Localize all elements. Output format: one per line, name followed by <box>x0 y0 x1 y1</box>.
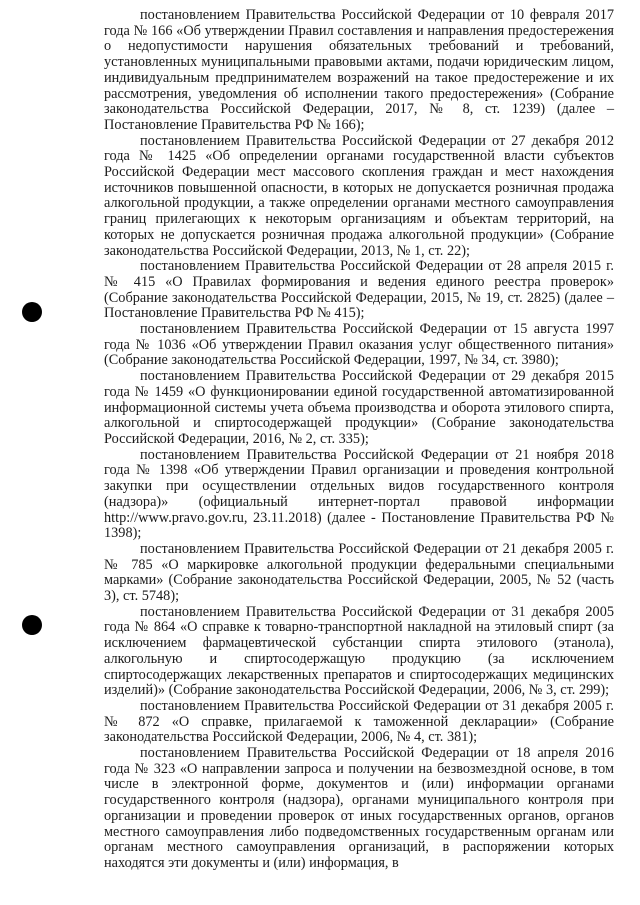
paragraph-decree-323: постановлением Правительства Российской Федерации от 18 апреля 2016 года № 323 «О направлении запроса и получении на безвозмездной основе, в том числе в электронной форме, документов и (или) информации органами государственного контроля (надзора), органами муниципального контроля при организации и проведении проверок от иных государственных органов, органов местного самоуправления либо подведомственных государственным органам или органам местного самоуправления организаций, в распоряжении которых находятся эти документы и (или) информация, в <box>104 745 614 871</box>
paragraph-decree-864: постановлением Правительства Российской Федерации от 31 декабря 2005 года № 864 «О справке к товарно-транспортной накладной на этиловый спирт (за исключением фармацевтической субстанции спирта этилового (этанола), алкогольную и спиртосодержащую продукцию (за исключением спиртосодержащих лекарственных препаратов и спиртосодержащих медицинских изделий)» (Собрание законодательства Российской Федерации, 2006, № 3, ст. 299); <box>104 603 614 699</box>
punch-hole-mark <box>22 615 42 635</box>
paragraph-decree-166: постановлением Правительства Российской Федерации от 10 февраля 2017 года № 166 «Об утверждении Правил составления и направления предостережения о недопустимости нарушения обязательных требований и требований, установленных муниципальными правовыми актами, подачи юридическим лицом, индивидуальным предпринимателем возражений на такое предостережение и их рассмотрения, уведомления об исполнении такого предостережения» (Собрание законодательства Российской Федерации, 2017, № 8, ст. 1239) (далее – Постановление Правительства РФ № 166); <box>104 7 614 133</box>
punch-hole-mark <box>22 302 42 322</box>
paragraph-decree-872: постановлением Правительства Российской Федерации от 31 декабря 2005 г. № 872 «О справке, прилагаемой к таможенной декларации» (Собрание законодательства Российской Федерации, 2006, № 4, ст. 381); <box>104 697 614 746</box>
paragraph-decree-1036: постановлением Правительства Российской Федерации от 15 августа 1997 года № 1036 «Об утверждении Правил оказания услуг общественного питания» (Собрание законодательства Российской Федерации, 1997, № 34, ст. 3980); <box>104 321 614 369</box>
paragraph-decree-785: постановлением Правительства Российской Федерации от 21 декабря 2005 г. № 785 «О маркировке алкогольной продукции федеральными специальными марками» (Собрание законодательства Российской Федерации, 2005, № 52 (часть 3), ст. 5748); <box>104 540 614 605</box>
paragraph-decree-1425: постановлением Правительства Российской Федерации от 27 декабря 2012 года № 1425 «Об определении органами государственной власти субъектов Российской Федерации мест массового скопления граждан и мест нахождения источников повышенной опасности, в которых не допускается розничная продажа алкогольной продукции, а также определении органами местного самоуправления границ прилегающих к некоторым организациям и объектам территорий, на которых не допускается розничная продажа алкогольной продукции» (Собрание законодательства Российской Федерации, 2013, № 1, ст. 22); <box>104 132 614 259</box>
paragraph-decree-415: постановлением Правительства Российской Федерации от 28 апреля 2015 г. № 415 «О Правилах формирования и ведения единого реестра проверок» (Собрание законодательства Российской Федерации, 2015, № 19, ст. 2825) (далее – Постановление Правительства РФ № 415); <box>104 258 614 322</box>
paragraph-decree-1398: постановлением Правительства Российской Федерации от 21 ноября 2018 года № 1398 «Об утверждении Правил организации и проведения контрольной закупки при осуществлении отдельных видов государственного контроля (надзора)» (официальный интернет-портал правовой информации http://www.pravo.gov.ru, 23.11.2018) (далее - Постановление Правительства РФ № 1398); <box>104 446 614 542</box>
paragraph-decree-1459: постановлением Правительства Российской Федерации от 29 декабря 2015 года № 1459 «О функционировании единой государственной автоматизированной информационной системы учета объема производства и оборота этилового спирта, алкогольной и спиртосодержащей продукции» (Собрание законодательства Российской Федерации, 2016, № 2, ст. 335); <box>104 368 614 447</box>
document-body <box>104 8 614 872</box>
